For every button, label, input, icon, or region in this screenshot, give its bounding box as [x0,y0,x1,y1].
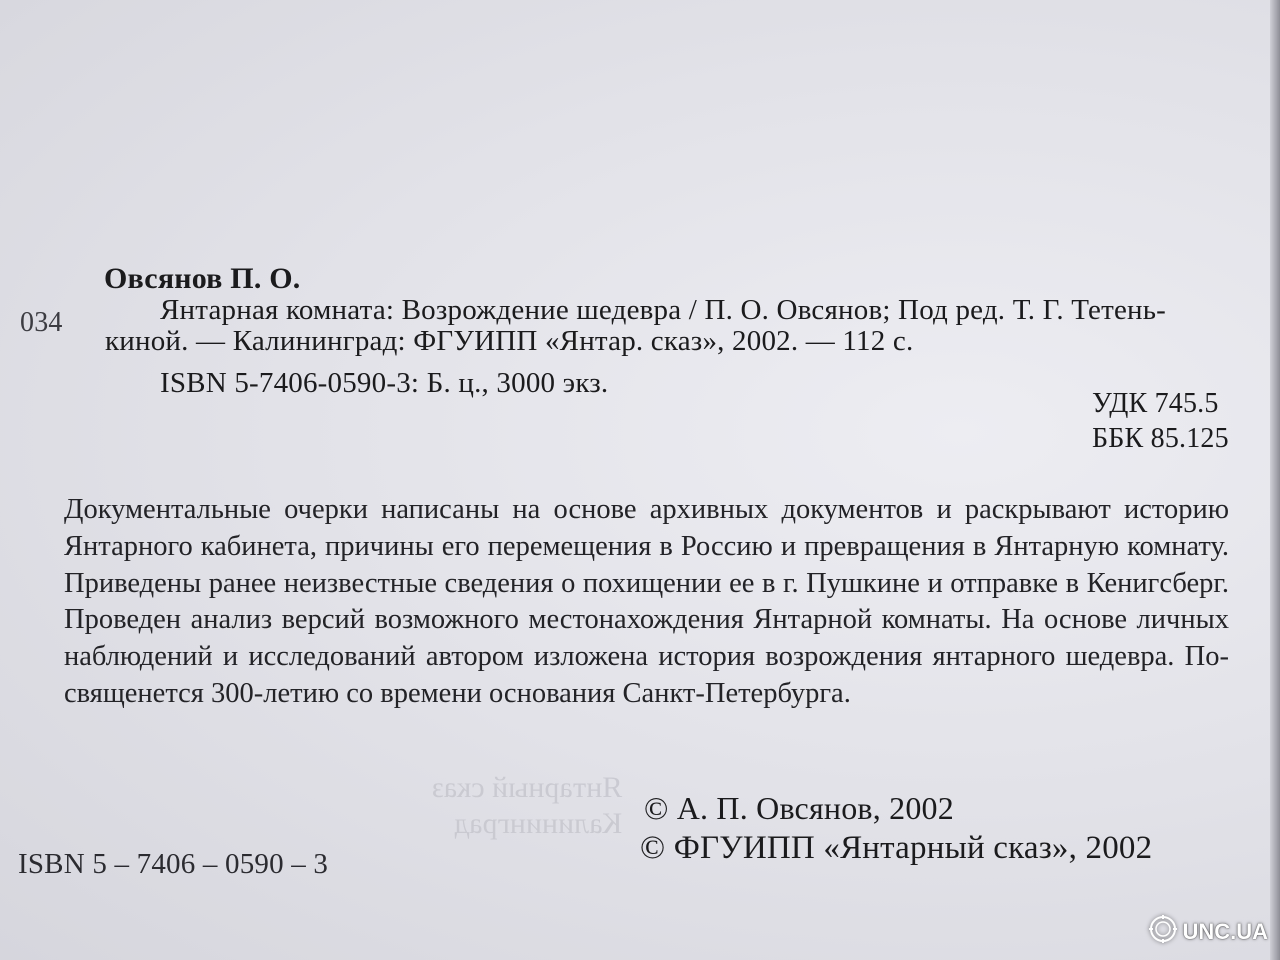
classification-code: 034 [20,307,63,338]
show-through-text [432,770,622,842]
abstract-line: Проведен анализ версий возможного местонахождения Янтарной комнаты. На основе личных [64,604,1229,636]
biblio-line-3: ISBN 5-7406-0590-3: Б. ц., 3000 экз. [160,367,609,399]
abstract-line: Янтарного кабинета, причины его перемещения в Россию и превращения в Янтарную комнату. [64,530,1229,562]
seal-icon [1148,914,1178,950]
watermark-text: UNC.UA [1182,919,1268,944]
udk-index: УДК 745.5 [1092,388,1219,419]
show-through-line: Янтарный сказ [432,771,623,804]
abstract-line: Документальные очерки написаны на основе архивных документов и раскрывают историю [64,494,1229,525]
copyright-publisher: © ФГУИПП «Янтарный сказ», 2002 [640,830,1153,866]
copyright-author: © А. П. Овсянов, 2002 [644,790,954,826]
biblio-line-1: Янтарная комната: Возрождение шедевра / П. О. Овсянов; Под ред. Т. Г. Тетень- [160,294,1167,326]
author-heading: Овсянов П. О. [104,262,301,295]
watermark [1148,914,1268,950]
abstract-line: священется 300-летию со времени основания Санкт-Петербурга. [64,677,851,709]
abstract [64,492,1229,713]
page-edge-shadow [1270,0,1280,960]
abstract-line: наблюдений и исследований автором изложена история возрождения янтарного шедевра. По- [64,641,1229,673]
show-through-line: Калининград [453,807,623,840]
biblio-line-2: киной. — Калининград: ФГУИПП «Янтар. сказ», 2002. — 112 с. [105,325,914,357]
bbk-index: ББК 85.125 [1092,423,1229,454]
abstract-line: Приведены ранее неизвестные сведения о похищении ее в г. Пушкине и отправке в Кенигсберг. [64,567,1229,599]
isbn-bottom: ISBN 5 – 7406 – 0590 – 3 [18,848,329,880]
